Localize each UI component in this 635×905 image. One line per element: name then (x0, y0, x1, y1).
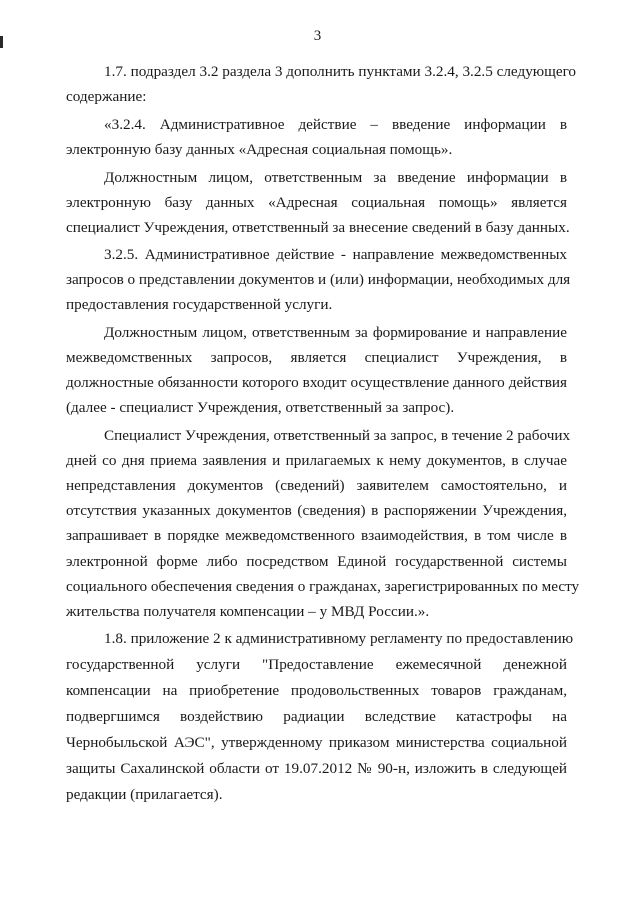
text-line: «3.2.4. Административное действие – введение информации в (104, 116, 567, 133)
text-line: предоставления государственной услуги. (66, 296, 333, 313)
text-line: Должностным лицом, ответственным за формирование и направление (104, 324, 567, 341)
text-line: Чернобыльской АЭС", утвержденному приказом министерства социальной (66, 734, 567, 751)
page-number: 3 (313, 28, 322, 44)
text-line: электронную базу данных «Адресная социальная помощь» является (66, 194, 567, 211)
text-line: компенсации на приобретение продовольственных товаров гражданам, (66, 682, 567, 699)
text-line: межведомственных запросов, является специалист Учреждения, в (66, 349, 567, 366)
text-line: 3.2.5. Административное действие - направление межведомственных (104, 246, 567, 263)
text-line: (далее - специалист Учреждения, ответственный за запрос). (66, 399, 455, 416)
text-line: содержание: (66, 88, 147, 105)
text-line: Должностным лицом, ответственным за введение информации в (104, 169, 567, 186)
text-line: защиты Сахалинской области от 19.07.2012 № 90-н, изложить в следующей (66, 760, 567, 777)
text-line: государственной услуги "Предоставление ежемесячной денежной (66, 656, 567, 673)
text-line: отсутствия указанных документов (сведения) в распоряжении Учреждения, (66, 502, 567, 519)
text-line: жительства получателя компенсации – у МВД России.». (66, 603, 430, 620)
text-line: дней со дня приема заявления и прилагаемых к нему документов, в случае (66, 452, 567, 469)
text-line: социального обеспечения сведения о гражданах, зарегистрированных по месту (66, 578, 580, 595)
text-line: редакции (прилагается). (66, 786, 223, 803)
text-line: 1.8. приложение 2 к административному регламенту по предоставлению (104, 630, 574, 647)
text-line: запросов о представлении документов и (или) информации, необходимых для (66, 271, 571, 288)
text-line: электронную базу данных «Адресная социальная помощь». (66, 141, 453, 158)
text-line: непредставления документов (сведений) заявителем самостоятельно, и (66, 477, 567, 494)
text-line: запрашивает в порядке межведомственного взаимодействия, в том числе в (66, 527, 567, 544)
text-line: должностные обязанности которого входит осуществление данного действия (66, 374, 567, 391)
text-line: Специалист Учреждения, ответственный за запрос, в течение 2 рабочих (104, 427, 571, 444)
text-line: электронной форме либо посредством Единой государственной системы (66, 553, 567, 570)
text-line: подвергшимся воздействию радиации вследствие катастрофы на (66, 708, 567, 725)
text-line: 1.7. подраздел 3.2 раздела 3 дополнить пунктами 3.2.4, 3.2.5 следующего (104, 63, 577, 80)
text-line: специалист Учреждения, ответственный за внесение сведений в базу данных. (66, 219, 570, 236)
